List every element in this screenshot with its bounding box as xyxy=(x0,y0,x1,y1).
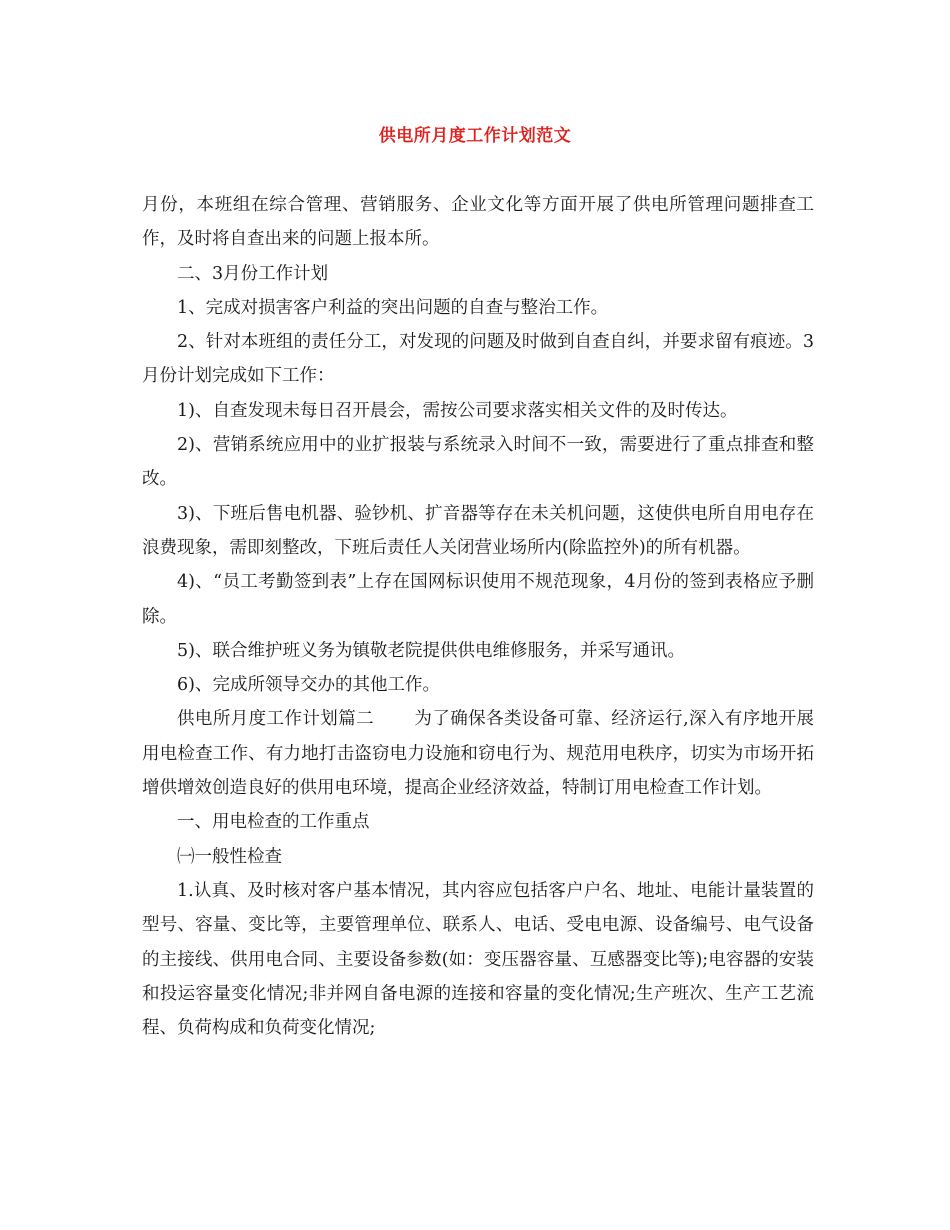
document-title: 供电所月度工作计划范文 xyxy=(378,126,572,146)
list-item: 2)、营销系统应用中的业扩报装与系统录入时间不一致，需要进行了重点排查和整改。 xyxy=(142,435,814,490)
list-item: 5)、联合维护班义务为镇敬老院提供供电维修服务，并采写通讯。 xyxy=(177,640,685,661)
list-item: 4)、“员工考勤签到表”上存在国网标识使用不规范现象，4月份的签到表格应予删除。 xyxy=(142,572,814,627)
document-body xyxy=(142,188,814,1045)
paragraph: 月份，本班组在综合管理、营销服务、企业文化等方面开展了供电所管理问题排查工作，及时将自查出来的问题上报本所。 xyxy=(142,195,814,250)
section-heading: 二、3月份工作计划 xyxy=(177,263,329,284)
paragraph: 1、完成对损害客户利益的突出问题的自查与整治工作。 xyxy=(177,297,609,318)
section-heading: 一、用电检查的工作重点 xyxy=(177,812,370,833)
list-item: 6)、完成所领导交办的其他工作。 xyxy=(177,675,440,696)
paragraph-text: 为了确保各类设备可靠、经济运行,深入有序地开展用电检查工作、有力地打击盗窃电力设施和窃电行为、规范用电秩序，切实为市场开拓增供增效创造良好的供用电环境，提高企业经济效益，特制订用电检查工作计划。 xyxy=(142,709,815,799)
paragraph xyxy=(142,702,814,805)
paragraph: 2、针对本班组的责任分工，对发现的问题及时做到自查自纠，并要求留有痕迹。3月份计划完成如下工作： xyxy=(142,332,814,387)
subsection-heading: ㈠一般性检查 xyxy=(177,846,282,867)
list-item: 1)、自查发现未每日召开晨会，需按公司要求落实相关文件的及时传达。 xyxy=(177,400,738,421)
list-item: 3)、下班后售电机器、验钞机、扩音器等存在未关机问题，这使供电所自用电存在浪费现象，需即刻整改，下班后责任人关闭营业场所内(除监控外)的所有机器。 xyxy=(142,503,814,558)
section-lead: 供电所月度工作计划篇二 xyxy=(177,709,375,730)
paragraph: 1.认真、及时核对客户基本情况，其内容应包括客户户名、地址、电能计量装置的型号、容量、变比等，主要管理单位、联系人、电话、受电电源、设备编号、电气设备的主接线、供用电合同、主要设备参数(如：变压器容量、互感器变比等);电容器的安装和投运容量变化情况;非并网自备电源的连接和容量的变化情况;生产班次、生产工艺流程、负荷构成和负荷变化情况; xyxy=(142,880,814,1039)
